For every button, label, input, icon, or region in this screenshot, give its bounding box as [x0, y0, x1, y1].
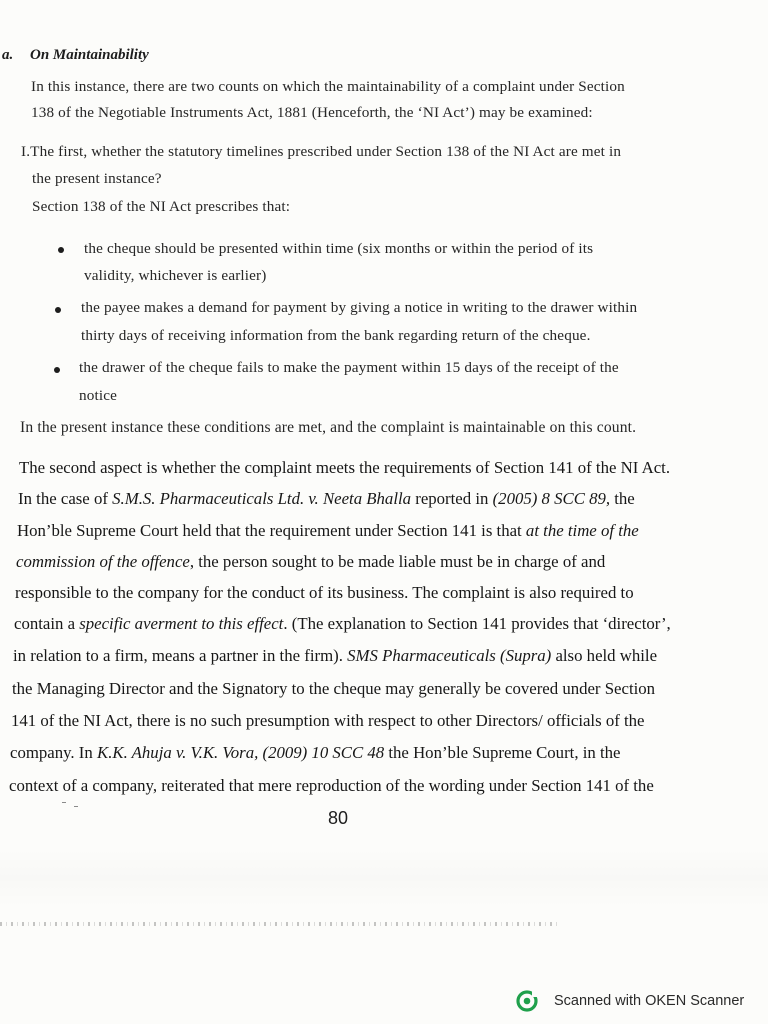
scan-speck	[62, 802, 66, 803]
bullet-1-line-1: the cheque should be presented within time (six months or within the period of its	[84, 240, 594, 257]
para-line-10: company. In K.K. Ahuja v. V.K. Vora, (2009) 10 SCC 48 the Hon’ble Supreme Court, in the	[10, 743, 621, 762]
para-line-11: context of a company, reiterated that mere reproduction of the wording under Section 141 of the	[9, 776, 654, 795]
para-line-8: the Managing Director and the Signatory to the cheque may generally be covered under Section	[12, 679, 656, 698]
scanner-watermark	[516, 989, 744, 1013]
point-one-line-2: the present instance?	[32, 170, 162, 187]
conclusion: In the present instance these conditions are met, and the complaint is maintainable on this count.	[20, 419, 637, 436]
para-line-6: contain a specific averment to this effect. (The explanation to Section 141 provides that ‘director’,	[14, 614, 671, 633]
para-line-4: commission of the offence, the person sought to be made liable must be in charge of and	[16, 552, 606, 571]
bullet-3-line-2: notice	[79, 387, 118, 404]
intro-line-1: In this instance, there are two counts on which the maintainability of a complaint under Section	[31, 78, 625, 95]
intro-line-2: 138 of the Negotiable Instruments Act, 1881 (Henceforth, the ‘NI Act’) may be examined:	[31, 104, 593, 121]
para-line-3: Hon’ble Supreme Court held that the requirement under Section 141 is that at the time of the	[17, 521, 639, 540]
bullet-2-line-1: the payee makes a demand for payment by giving a notice in writing to the drawer within	[81, 299, 638, 316]
case-citation: S.M.S. Pharmaceuticals Ltd. v. Neeta Bhalla	[112, 489, 412, 508]
watermark-text: Scanned with OKEN Scanner	[554, 993, 745, 1009]
para-line-5: responsible to the company for the conduct of its business. The complaint is also required to	[15, 583, 634, 602]
point-one-line-1: I.The first, whether the statutory timelines prescribed under Section 138 of the NI Act are met in	[21, 143, 622, 160]
scan-speck	[74, 806, 78, 807]
bullet-dot	[55, 307, 61, 313]
section-marker: a.	[2, 47, 14, 63]
para-line-9: 141 of the NI Act, there is no such presumption with respect to other Directors/ officials of the	[11, 711, 645, 730]
para-line-1: The second aspect is whether the complaint meets the requirements of Section 141 of the NI Act.	[19, 458, 671, 477]
section-intro: Section 138 of the NI Act prescribes that:	[32, 198, 291, 215]
para-line-2: In the case of S.M.S. Pharmaceuticals Ltd. v. Neeta Bhalla reported in (2005) 8 SCC 89, the	[18, 489, 635, 508]
para-line-7: in relation to a firm, means a partner in the firm). SMS Pharmaceuticals (Supra) also held while	[13, 646, 658, 665]
oken-scanner-logo-icon	[516, 990, 538, 1012]
section-heading: On Maintainability	[30, 47, 149, 63]
bullet-dot	[54, 367, 60, 373]
page-number: 80	[328, 808, 349, 828]
bullet-3-line-1: the drawer of the cheque fails to make the payment within 15 days of the receipt of the	[79, 359, 619, 376]
case-citation: K.K. Ahuja v. V.K. Vora, (2009) 10 SCC 48	[97, 743, 385, 762]
case-citation: SMS Pharmaceuticals (Supra)	[347, 646, 552, 665]
scan-shadow	[0, 848, 768, 908]
bullet-dot	[58, 247, 64, 253]
bullet-1-line-2: validity, whichever is earlier)	[84, 267, 267, 284]
bullet-2-line-2: thirty days of receiving information from the bank regarding return of the cheque.	[81, 327, 591, 344]
emphasis: at the time of the	[525, 521, 639, 540]
scan-artifact-line	[0, 922, 560, 926]
report-citation: (2005) 8 SCC 89,	[492, 489, 611, 508]
emphasis: commission of the offence	[16, 552, 190, 571]
emphasis: specific averment to this effect	[79, 614, 284, 633]
